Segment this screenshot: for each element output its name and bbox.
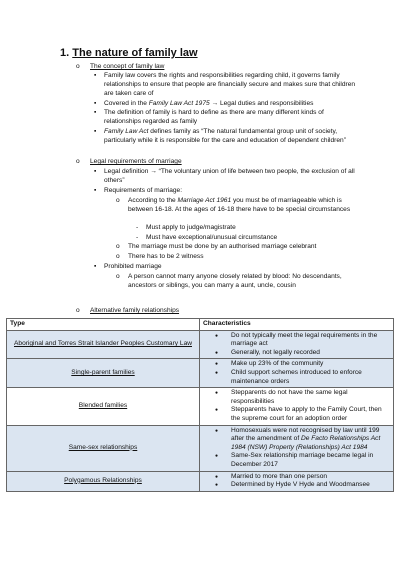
characteristic-item: ● Generally, not legally recorded [203,349,390,358]
circle-bullet-icon: o [116,253,120,260]
requirement-age: According to the Marriage Act 1961 you must be of marriageable which is between 16-18. At the ages of 16-18 there have to be special circumstances [128,197,351,213]
type-cell: Aboriginal and Torres Strait Islander Peoples Customary Law [7,330,200,359]
circle-bullet-icon: o [76,307,80,314]
concept-bullet-2: Covered in the Family Law Act 1975 → Legal duties and responsibilities [104,100,314,107]
family-types-table [6,318,394,492]
circle-bullet-icon: o [116,273,120,280]
square-bullet-icon: ▪ [94,109,97,116]
table-row [7,330,394,359]
square-bullet-icon: ▪ [94,263,97,270]
characteristics-cell [200,359,394,388]
table-header-row [7,319,394,331]
section-heading [60,47,198,59]
concept-title: The concept of family law [90,63,165,70]
characteristics-column-header: Characteristics [200,319,394,331]
square-bullet-icon: ▪ [94,187,97,194]
heading-number: 1. [60,47,70,59]
table-row [7,388,394,425]
requirement-sub-1: Must apply to judge/magistrate [146,224,236,231]
characteristic-item: ● Married to more than one person [203,473,390,482]
circle-bullet-icon: o [116,197,120,204]
characteristic-item: ● Do not typically meet the legal requirements in the marriage act [203,332,390,349]
dash-bullet-icon: - [136,224,139,231]
marriage-definition: Legal definition → “The voluntary union of life between two people, the exclusion of all others” [104,168,355,184]
requirements-title: Requirements of marriage: [104,187,183,194]
requirement-celebrant: The marriage must be done by an authorised marriage celebrant [128,243,317,250]
concept-bullet-3: The definition of family is hard to define as there are many different kinds of relationships regarded as family [104,109,324,125]
characteristic-item: ● Stepparents do not have the same legal responsibilities [203,389,390,406]
requirement-sub-2: Must have exceptional/unusual circumstance [146,234,278,241]
characteristic-item: ● Determined by Hyde V Hyde and Woodmansee [203,481,390,490]
table-row [7,359,394,388]
characteristics-cell [200,471,394,491]
type-cell: Blended families [7,388,200,425]
square-bullet-icon: ▪ [94,72,97,79]
type-cell: Polygamous Relationships [7,471,200,491]
heading-title: The nature of family law [72,47,198,59]
characteristics-cell [200,330,394,359]
square-bullet-icon: ▪ [94,168,97,175]
prohibited-item: A person cannot marry anyone closely related by blood: No descendants, ancestors or siblings, you can marry a aunt, uncle, cousin [128,273,342,289]
characteristic-item: ● Child support schemes introduced to enforce maintenance orders [203,369,390,386]
type-cell: Same-sex relationships [7,425,200,471]
prohibited-title: Prohibited marriage [104,263,162,270]
type-cell: Single-parent families [7,359,200,388]
circle-bullet-icon: o [76,63,80,70]
circle-bullet-icon: o [76,158,80,165]
concept-bullet-1: Family law covers the rights and responsibilities regarding child, it governs family relationships to ensure that people are financially secure and makes sure that children are taken care of [104,72,356,97]
concept-bullet-4: Family Law Act defines family as “The natural fundamental group unit of society, particularly while it is responsible for the care and education of dependent children” [104,128,346,144]
table-row [7,425,394,471]
square-bullet-icon: ▪ [94,128,97,135]
characteristic-item: ● Same-Sex relationship marriage became legal in December 2017 [203,452,390,469]
marriage-title: Legal requirements of marriage [90,158,182,165]
type-column-header: Type [7,319,200,331]
characteristic-item: ● Homosexuals were not recognised by law until 199 after the amendment of De Facto Relationships Act 1984 (NSW) Property (Relationships) Act 1984 [203,427,390,453]
characteristic-item: ● Make up 23% of the community [203,360,390,369]
characteristics-cell [200,388,394,425]
characteristics-cell [200,425,394,471]
circle-bullet-icon: o [116,243,120,250]
requirement-witness: There has to be 2 witness [128,253,204,260]
table-row [7,471,394,491]
characteristic-item: ● Stepparents have to apply to the Family Court, then the supreme court for an adoption order [203,406,390,423]
alternative-title: Alternative family relationships [90,307,180,314]
square-bullet-icon: ▪ [94,100,97,107]
dash-bullet-icon: - [136,234,139,241]
